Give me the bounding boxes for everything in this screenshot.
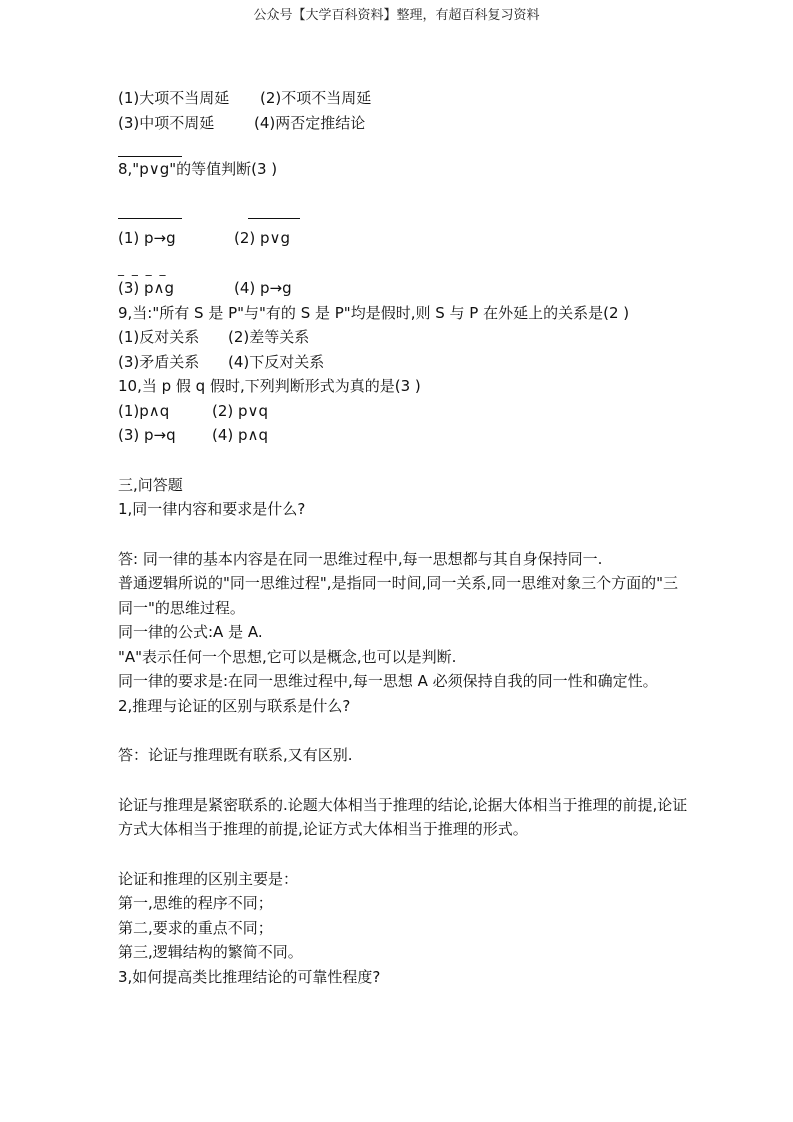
q8-options-row-1: [118, 226, 688, 251]
q10-stem: 10,当 p 假 q 假时,下列判断形式为真的是(3 ): [118, 377, 421, 395]
answer-1-para-2: 普通逻辑所说的"同一思维过程",是指同一时间,同一关系,同一思维对象三个方面的"三同一"的思维过程。: [118, 574, 679, 617]
answer-2-para-1: 答：论证与推理既有联系,又有区别.: [118, 746, 353, 764]
q8-stem: 8,"p∨g"的等值判断(3 ): [118, 160, 278, 178]
q7-options-row-1: [118, 86, 688, 111]
q8-negation-dashes: _ _ _ _: [118, 262, 168, 276]
q8-option-3: (3) p∧g: [118, 279, 175, 297]
q7-option-4: (4)两否定推结论: [254, 113, 366, 132]
section-3-title: 三,问答题: [118, 475, 183, 494]
overline-mark: [248, 218, 300, 219]
answer-1-para-4: "A"表示任何一个思想,它可以是概念,也可以是判断.: [118, 647, 457, 666]
q9-options-row-2: [118, 350, 688, 375]
answer-2-para-3: 论证和推理的区别主要是：: [118, 869, 299, 888]
q7-option-2: (2)不项不当周延: [260, 89, 372, 107]
q10-options-row-2: [118, 423, 688, 448]
q9-options-row-1: [118, 325, 688, 350]
q8-overline-row: [118, 135, 688, 157]
q7-option-1: (1)大项不当周延: [118, 89, 230, 107]
q8-option-2: (2) p∨g: [234, 228, 291, 247]
q10-option-2: (2) p∨q: [212, 401, 269, 420]
overline-mark: [118, 218, 182, 219]
q10-options-row-1: [118, 399, 688, 424]
answer-2-para-4: 第一,思维的程序不同；: [118, 894, 273, 912]
question-1: 1,同一律内容和要求是什么?: [118, 500, 306, 518]
q10-option-3: (3) p→q: [118, 426, 176, 444]
q7-option-3: (3)中项不周延: [118, 113, 215, 132]
q8-option-1: (1) p→g: [118, 228, 176, 247]
q10-option-1: (1)p∧q: [118, 401, 170, 420]
page-header: 公众号【大学百科资料】整理，有超百科复习资料: [253, 8, 540, 23]
q8-overline-row-2: [118, 216, 688, 226]
question-3: 3,如何提高类比推理结论的可靠性程度?: [118, 967, 381, 986]
overline-mark: [118, 156, 182, 157]
q10-option-4: (4) p∧q: [212, 426, 269, 444]
answer-1-para-5: 同一律的要求是:在同一思维过程中,每一思想 A 必须保持自我的同一性和确定性。: [118, 672, 658, 690]
q8-option-4: (4) p→g: [234, 279, 292, 297]
answer-1-para-3: 同一律的公式:A 是 A.: [118, 623, 263, 641]
q9-option-1: (1)反对关系: [118, 328, 200, 346]
answer-2-para-6: 第三,逻辑结构的繁简不同。: [118, 943, 303, 961]
q8-options-row-2: [118, 276, 688, 301]
document-body: [118, 86, 688, 989]
q9-option-3: (3)矛盾关系: [118, 352, 200, 371]
answer-2-para-5: 第二,要求的重点不同；: [118, 918, 273, 937]
q9-stem: 9,当:"所有 S 是 P"与"有的 S 是 P"均是假时,则 S 与 P 在外延上的关系是(2 ): [118, 303, 630, 322]
q9-option-4: (4)下反对关系: [228, 352, 325, 371]
q9-option-2: (2)差等关系: [228, 328, 310, 346]
question-2: 2,推理与论证的区别与联系是什么?: [118, 696, 351, 715]
answer-2-para-2: 论证与推理是紧密联系的.论题大体相当于推理的结论,论据大体相当于推理的前提,论证方式大体相当于推理的前提,论证方式大体相当于推理的形式。: [118, 795, 688, 838]
answer-1-para-1: 答: 同一律的基本内容是在同一思维过程中,每一思想都与其自身保持同一.: [118, 549, 603, 568]
q7-options-row-2: [118, 111, 688, 136]
